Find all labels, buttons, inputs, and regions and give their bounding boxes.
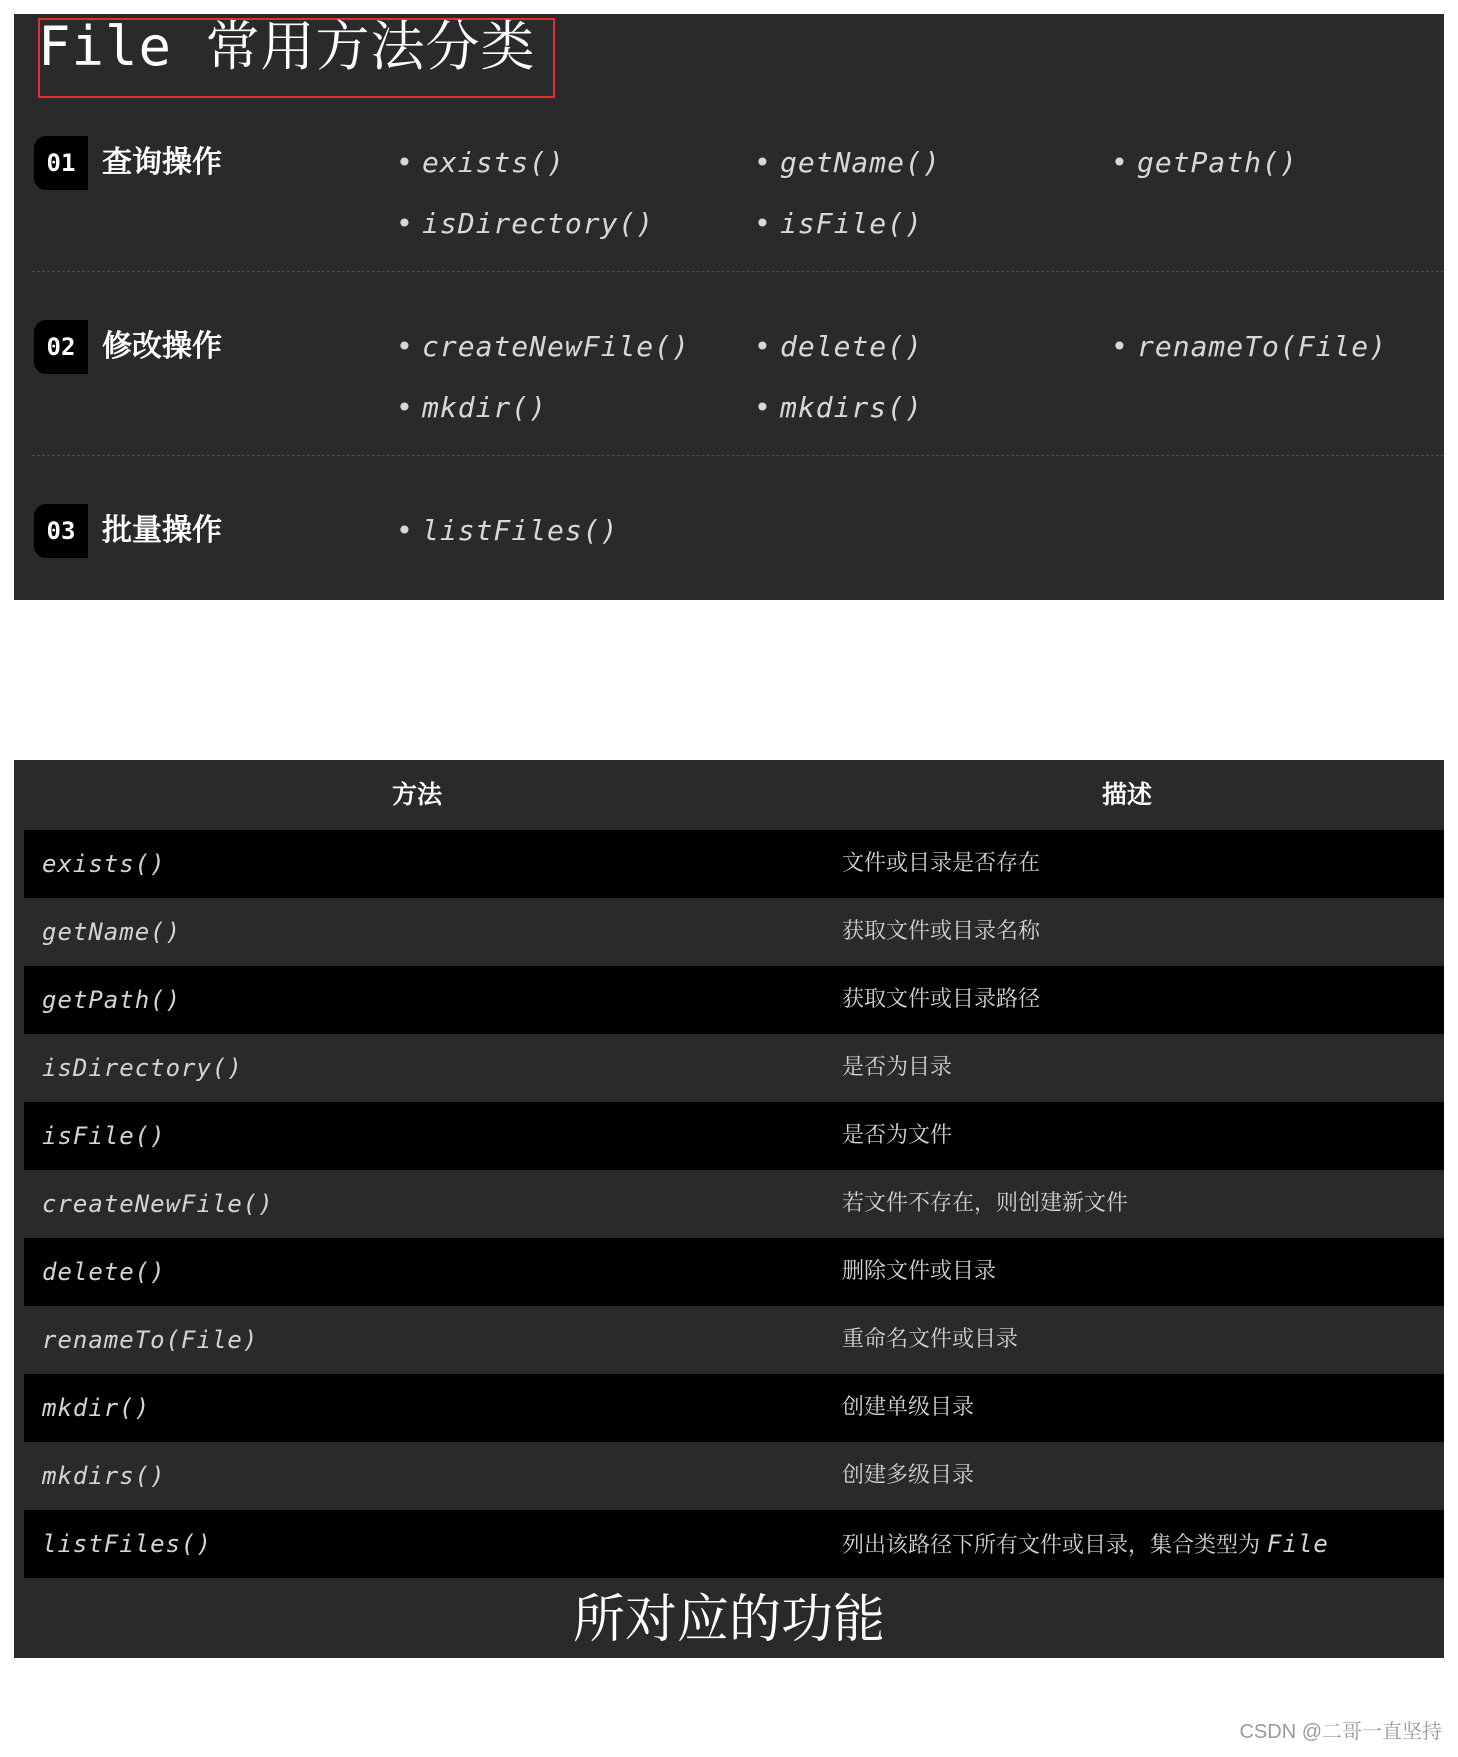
method-cell: listFiles() xyxy=(42,1530,212,1558)
panel-title: File 常用方法分类 xyxy=(38,15,536,78)
description-cell: 是否为文件 xyxy=(842,1123,953,1148)
method-cell: delete() xyxy=(42,1258,166,1286)
method-cell: isDirectory() xyxy=(42,1054,243,1082)
category-label: 修改操作 xyxy=(102,329,222,364)
table-row xyxy=(24,830,1444,898)
table-row xyxy=(24,1102,1444,1170)
table-row xyxy=(24,966,1444,1034)
method-item: • exists() xyxy=(396,136,565,190)
method-item: • getPath() xyxy=(1111,136,1298,190)
category-number-badge: 03 xyxy=(34,504,88,558)
description-cell: 是否为目录 xyxy=(842,1055,953,1080)
category-query xyxy=(14,136,1444,240)
table-body xyxy=(24,830,1444,1578)
column-header-description: 描述 xyxy=(1101,780,1152,809)
type-name: File xyxy=(1267,1530,1329,1558)
method-cell: getPath() xyxy=(42,986,182,1014)
category-batch xyxy=(14,504,1444,600)
watermark: CSDN @二哥一直坚持 xyxy=(1239,1721,1442,1743)
description-cell: 创建单级目录 xyxy=(842,1395,975,1420)
description-cell: 列出该路径下所有文件或目录，集合类型为 File xyxy=(842,1530,1329,1558)
table-row xyxy=(24,1034,1444,1102)
category-modify xyxy=(14,320,1444,424)
method-cell: exists() xyxy=(42,850,166,878)
bullet-icon: • xyxy=(396,207,414,240)
table-row xyxy=(24,1510,1444,1578)
method-item: • getName() xyxy=(754,136,941,190)
method-cell: renameTo(File) xyxy=(42,1326,259,1354)
method-item: • isDirectory() xyxy=(396,197,654,251)
description-cell: 获取文件或目录路径 xyxy=(842,987,1041,1012)
method-table-panel xyxy=(14,760,1444,1658)
category-number-badge: 01 xyxy=(34,136,88,190)
method-cell: isFile() xyxy=(42,1122,166,1150)
method-cell: mkdirs() xyxy=(42,1462,166,1490)
bullet-icon: • xyxy=(396,330,414,363)
table-row xyxy=(24,1238,1444,1306)
method-item: • listFiles() xyxy=(396,504,618,558)
description-cell: 创建多级目录 xyxy=(842,1463,975,1488)
description-cell: 获取文件或目录名称 xyxy=(842,919,1041,944)
column-header-method: 方法 xyxy=(391,780,442,809)
section-divider xyxy=(32,455,1444,456)
table-row xyxy=(24,1374,1444,1442)
method-cell: mkdir() xyxy=(42,1394,151,1422)
bullet-icon: • xyxy=(754,330,772,363)
table-row xyxy=(24,898,1444,966)
category-label: 批量操作 xyxy=(102,513,222,548)
description-cell: 文件或目录是否存在 xyxy=(842,851,1041,876)
table-row xyxy=(24,1306,1444,1374)
table-row xyxy=(24,1170,1444,1238)
table-header xyxy=(24,760,1444,830)
section-divider xyxy=(32,271,1444,272)
description-cell: 删除文件或目录 xyxy=(842,1259,997,1284)
method-categories-panel xyxy=(14,14,1444,600)
bullet-icon: • xyxy=(396,391,414,424)
method-item: • renameTo(File) xyxy=(1111,320,1387,374)
bullet-icon: • xyxy=(754,391,772,424)
method-item: • mkdir() xyxy=(396,381,547,435)
bullet-icon: • xyxy=(754,146,772,179)
table-caption: 所对应的功能 xyxy=(572,1590,885,1650)
method-item: • isFile() xyxy=(754,197,923,251)
bullet-icon: • xyxy=(396,514,414,547)
bullet-icon: • xyxy=(754,207,772,240)
method-cell: createNewFile() xyxy=(42,1190,274,1218)
method-item: • mkdirs() xyxy=(754,381,923,435)
category-label: 查询操作 xyxy=(102,145,222,180)
method-item: • createNewFile() xyxy=(396,320,690,374)
method-cell: getName() xyxy=(42,918,182,946)
bullet-icon: • xyxy=(1111,146,1129,179)
category-number-badge: 02 xyxy=(34,320,88,374)
bullet-icon: • xyxy=(396,146,414,179)
bullet-icon: • xyxy=(1111,330,1129,363)
table-row xyxy=(24,1442,1444,1510)
method-item: • delete() xyxy=(754,320,923,374)
description-cell: 若文件不存在，则创建新文件 xyxy=(842,1191,1129,1216)
description-cell: 重命名文件或目录 xyxy=(842,1327,1019,1352)
